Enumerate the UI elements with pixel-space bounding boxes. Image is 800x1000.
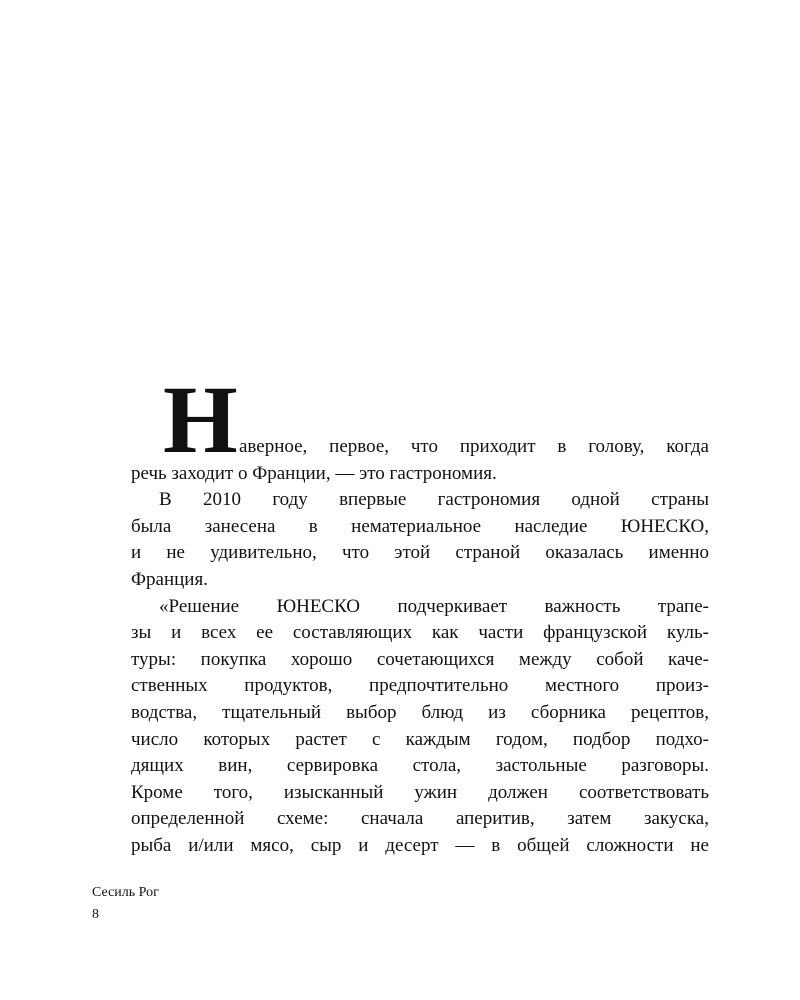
text-line: дящих вин, сервировка стола, застольные разговоры. — [131, 755, 709, 777]
text-line: Кроме того, изысканный ужин должен соответствовать — [131, 781, 709, 803]
text-line: речь заходит о Франции, — это гастрономия. — [131, 462, 497, 484]
drop-cap: Н — [163, 366, 236, 473]
page-number: 8 — [92, 907, 99, 922]
text-line: ственных продуктов, предпочтительно местного произ- — [131, 675, 709, 697]
text-line: туры: покупка хорошо сочетающихся между собой каче- — [131, 648, 709, 670]
text-line: зы и всех ее составляющих как части французской куль- — [131, 622, 709, 644]
first-line-text: аверное, первое, что приходит в голову, когда — [239, 436, 709, 457]
body-text — [131, 366, 709, 860]
text-line: В 2010 году впервые гастрономия одной страны — [159, 489, 709, 511]
text-line: число которых растет с каждым годом, подбор подхо- — [131, 728, 709, 750]
text-line: водства, тщательный выбор блюд из сборника рецептов, — [131, 701, 709, 723]
text-line: определенной схеме: сначала аперитив, затем закуска, — [131, 808, 709, 830]
text-line: была занесена в нематериальное наследие ЮНЕСКО, — [131, 515, 709, 537]
text-line: и не удивительно, что этой страной оказалась именно — [131, 542, 709, 564]
text-line: Франция. — [131, 568, 208, 590]
text-line: рыба и/или мясо, сыр и десерт — в общей сложности не — [131, 834, 709, 856]
text-line: «Решение ЮНЕСКО подчеркивает важность трапе- — [159, 595, 709, 617]
running-author: Сесиль Рог — [92, 885, 159, 900]
page-footer — [92, 882, 159, 926]
